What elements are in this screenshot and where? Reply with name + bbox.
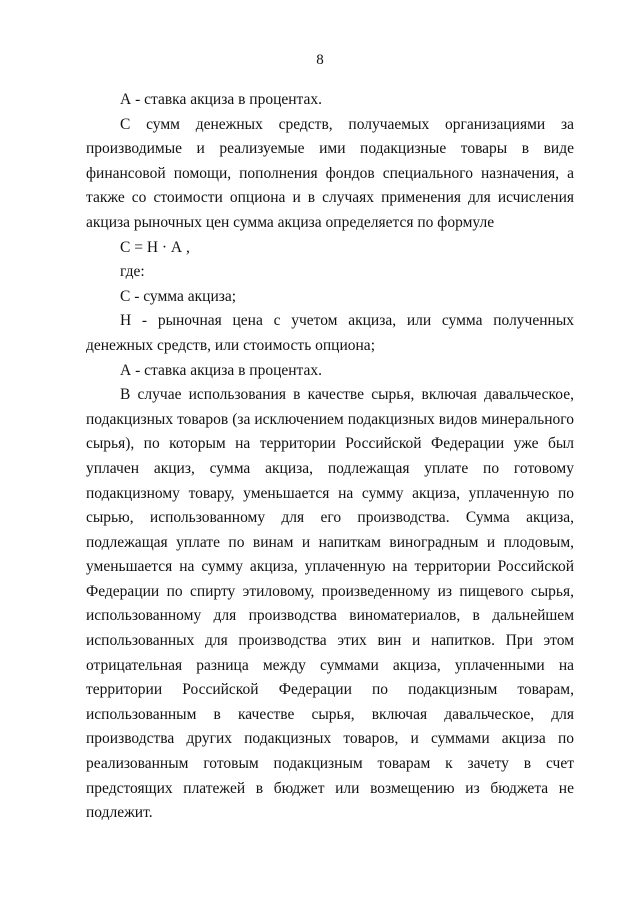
formula: С = Н · А , (120, 238, 190, 256)
paragraph-h-definition: Н - рыночная цена с учетом акциза, или сумма полученных денежных средств, или стоимость опциона; (86, 312, 574, 354)
paragraph-a-definition: А - ставка акциза в процентах. (120, 361, 322, 379)
paragraph-rate-definition: А - ставка акциза в процентах. (120, 91, 322, 108)
page-number: 8 (316, 52, 324, 68)
paragraph-c-definition: С - сумма акциза; (120, 287, 237, 305)
document-body (86, 88, 574, 826)
paragraph-raw-material-deduction: В случае использования в качестве сырья, включая давальческое, подакцизных товаров (за исключением подакцизных видов минерального сырья), по которым на территории Российской Федерации уже был уплачен акциз, сумма акциза, подлежащая уплате по готовому подакцизному товару, уменьшается на сумму акциза, уплаченную по сырью, использованному для его производства. Сумма акциза, подлежащая уплате по винам и напиткам виноградным и плодовым, уменьшается на сумму акциза, уплаченную на территории Российской Федерации по спирту этиловому, произведенному из пищевого сырья, использованному для производства виноматериалов, в дальнейшем использованных для производства этих вин и напитков. При этом отрицательная разница между суммами акциза, уплаченными на территории Российской Федерации по подакцизным товарам, использованным в качестве сырья, включая давальческое, для производства других подакцизных товаров, и суммами акциза по реализованным готовым подакцизным товарам к зачету в счет предстоящих платежей в бюджет или возмещению из бюджета не подлежит. (86, 386, 574, 822)
paragraph-market-price-rule: С сумм денежных средств, получаемых организациями за производимые и реализуемые ими подакцизные товары в виде финансовой помощи, пополнения фондов специального назначения, а также со стоимости опциона и в случаях применения для исчисления акциза рыночных цен сумма акциза определяется по формуле (86, 115, 574, 231)
paragraph-where: где: (120, 263, 145, 281)
